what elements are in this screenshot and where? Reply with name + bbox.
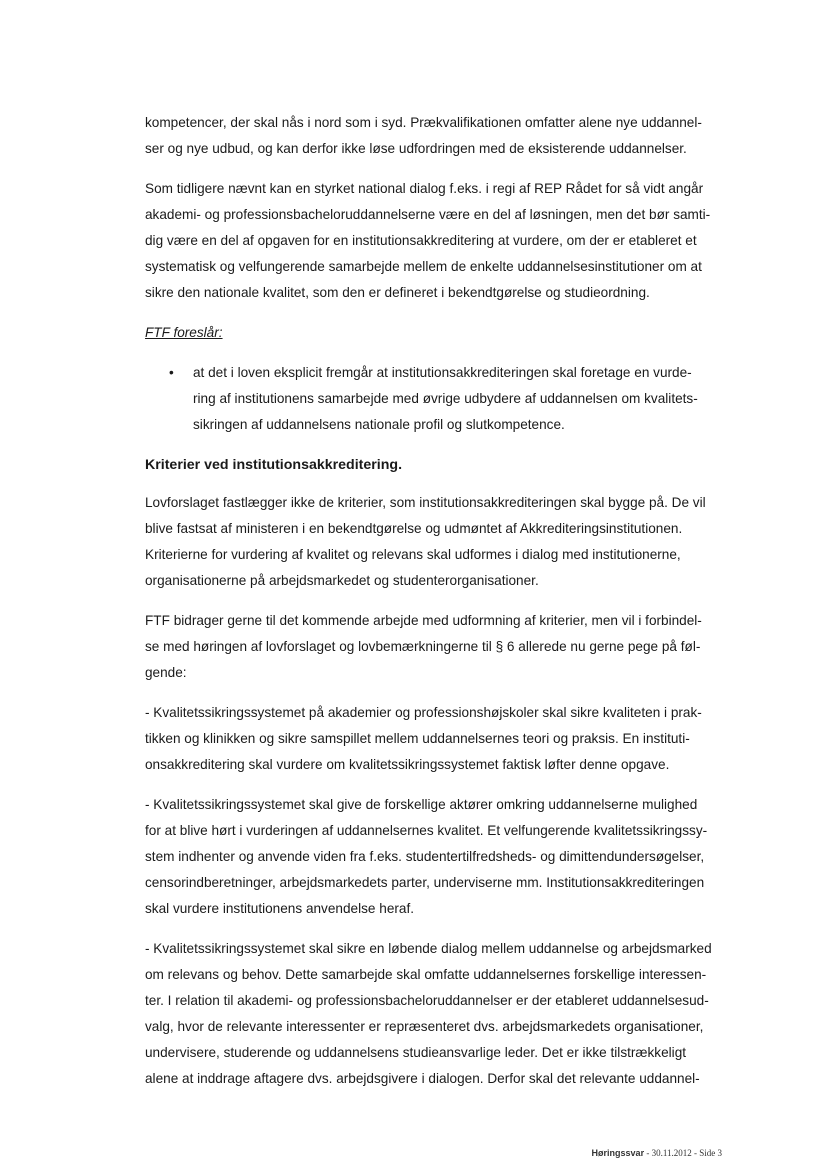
text-line: organisationerne på arbejdsmarkedet og studenterorganisationer. — [145, 573, 539, 588]
paragraph-3 — [145, 490, 723, 594]
paragraph-7 — [145, 936, 723, 1092]
text-line: - Kvalitetssikringssystemet skal sikre en løbende dialog mellem uddannelse og arbejdsmarked — [145, 941, 712, 956]
text-line: dig være en del af opgaven for en institutionsakkreditering at vurdere, om der er etableret et — [145, 233, 697, 248]
text-line: Lovforslaget fastlægger ikke de kriterier, som institutionsakkrediteringen skal bygge på. De vil — [145, 495, 706, 510]
text-line: sikre den nationale kvalitet, som den er defineret i bekendtgørelse og studieordning. — [145, 285, 650, 300]
text-line: FTF bidrager gerne til det kommende arbejde med udformning af kriterier, men vil i forbindel- — [145, 613, 702, 628]
text-line: - Kvalitetssikringssystemet skal give de forskellige aktører omkring uddannelserne mulighed — [145, 797, 698, 812]
text-line: ring af institutionens samarbejde med øvrige udbydere af uddannelsen om kvalitets- — [193, 391, 698, 406]
text-line: om relevans og behov. Dette samarbejde skal omfatte uddannelsernes forskellige interessen- — [145, 967, 707, 982]
text-line: - Kvalitetssikringssystemet på akademier og professionshøjskoler skal sikre kvaliteten i prak- — [145, 705, 702, 720]
bullet-item — [145, 360, 723, 438]
text-line: ser og nye udbud, og kan derfor ikke løse udfordringen med de eksisterende uddannelser. — [145, 141, 687, 156]
paragraph-4 — [145, 608, 723, 686]
page-footer — [592, 1148, 722, 1158]
paragraph-1 — [145, 110, 723, 162]
text-line: akademi- og professionsbacheloruddannelserne være en del af løsningen, men det bør samti- — [145, 207, 711, 222]
paragraph-5 — [145, 700, 723, 778]
text-line: censorindberetninger, arbejdsmarkedets parter, underviserne mm. Institutionsakkrediteringen — [145, 875, 705, 890]
text-line: valg, hvor de relevante interessenter er repræsenteret dvs. arbejdsmarkedets organisationer, — [145, 1019, 704, 1034]
text-line: for at blive hørt i vurderingen af uddannelsernes kvalitet. Et velfungerende kvalitetssikringssy- — [145, 823, 708, 838]
text-line: kompetencer, der skal nås i nord som i syd. Prækvalifikationen omfatter alene nye uddannel- — [145, 115, 702, 130]
footer-date-page: - 30.11.2012 - Side 3 — [644, 1148, 722, 1158]
section-heading: Kriterier ved institutionsakkreditering. — [145, 457, 403, 473]
text-line: skal vurdere institutionens anvendelse heraf. — [145, 901, 415, 916]
text-line: undervisere, studerende og uddannelsens studieansvarlige leder. Det er ikke tilstrækkeligt — [145, 1045, 687, 1060]
text-line: tikken og klinikken og sikre samspillet mellem uddannelsernes teori og praksis. En instituti- — [145, 731, 690, 746]
text-line: Kriterierne for vurdering af kvalitet og relevans skal udformes i dialog med institutionerne, — [145, 547, 681, 562]
text-line: blive fastsat af ministeren i en bekendtgørelse og udmøntet af Akkrediteringsinstitutionen. — [145, 521, 683, 536]
footer-label: Høringssvar — [591, 1148, 645, 1158]
text-line: at det i loven eksplicit fremgår at institutionsakkrediteringen skal foretage en vurde- — [193, 365, 692, 380]
text-line: Som tidligere nævnt kan en styrket national dialog f.eks. i regi af REP Rådet for så vidt angår — [145, 181, 704, 196]
text-line: gende: — [145, 665, 187, 680]
text-line: alene at inddrage aftagere dvs. arbejdsgivere i dialogen. Derfor skal det relevante uddannel- — [145, 1071, 700, 1086]
paragraph-6 — [145, 792, 723, 922]
paragraph-2 — [145, 176, 723, 306]
text-line: systematisk og velfungerende samarbejde mellem de enkelte uddannelsesinstitutioner om at — [145, 259, 702, 274]
text-line: onsakkreditering skal vurdere om kvalitetssikringssystemet faktisk løfter denne opgave. — [145, 757, 670, 772]
text-line: sikringen af uddannelsens nationale profil og slutkompetence. — [193, 417, 565, 432]
text-line: se med høringen af lovforslaget og lovbemærkningerne til § 6 allerede nu gerne pege på føl- — [145, 639, 701, 654]
page-content — [145, 110, 723, 1106]
text-line: ter. I relation til akademi- og professionsbacheloruddannelser er der etableret uddannelsesud- — [145, 993, 709, 1008]
bullet-dot-icon: • — [169, 365, 174, 380]
proposal-heading: FTF foreslår: — [145, 325, 223, 340]
text-line: stem indhenter og anvende viden fra f.eks. studentertilfredsheds- og dimittendundersøgelser, — [145, 849, 705, 864]
